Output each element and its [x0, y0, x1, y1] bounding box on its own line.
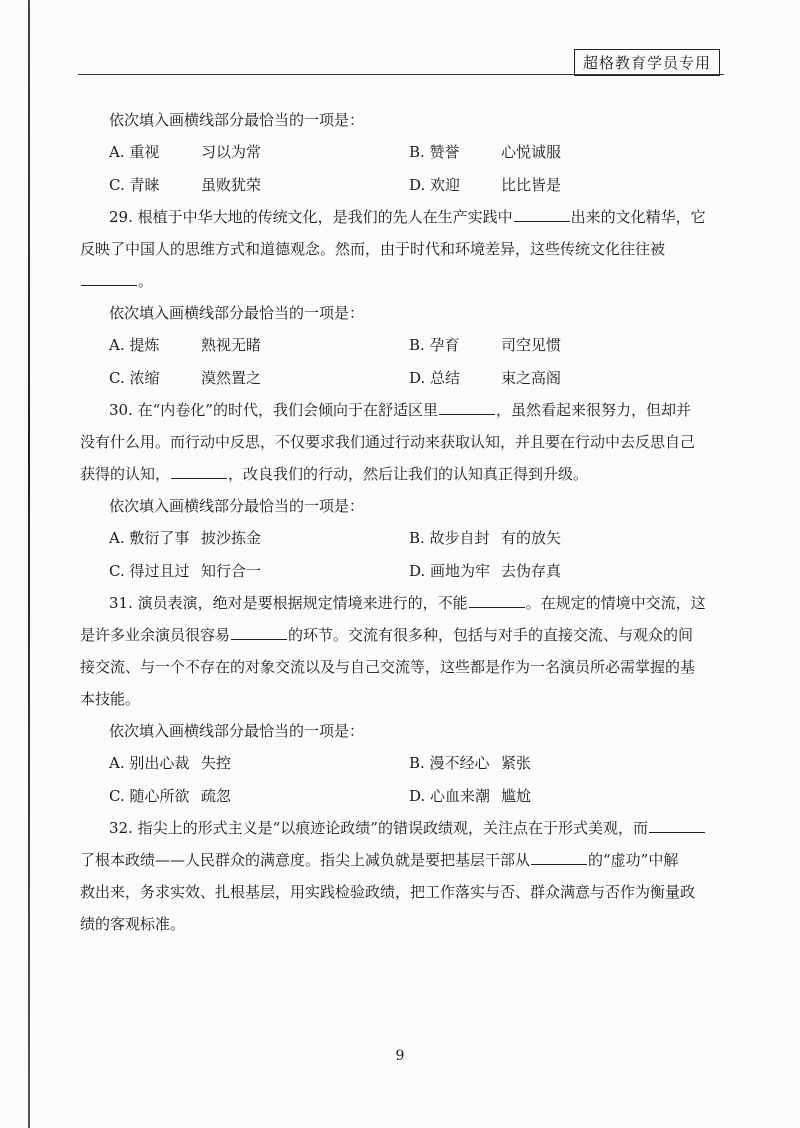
- option-word: 有的放矢: [501, 529, 562, 547]
- option-word: 失控: [201, 754, 232, 772]
- option-d: [409, 561, 729, 581]
- option-letter: C. 青睐: [109, 176, 160, 194]
- option-a: [109, 335, 409, 355]
- question-31-line-3: 接交流、与一个不存在的对象交流以及与自己交流等，这些都是作为一名演员所必需掌握的基: [80, 658, 696, 676]
- answer-blank: [439, 400, 495, 415]
- question-30-line-1: 30. 在“内卷化”的时代，我们会倾向于在舒适区里 ，虽然看起来很努力，但却并: [109, 401, 691, 419]
- option-word: 去伪存真: [501, 562, 562, 580]
- option-word: 披沙拣金: [201, 529, 262, 547]
- option-letter: B. 故步自封: [409, 529, 490, 547]
- option-letter: D. 总结: [409, 369, 461, 387]
- question-29-line-2: 反映了中国人的思维方式和道德观念。然而，由于时代和环境差异，这些传统文化往往被: [80, 240, 666, 258]
- answer-blank: [531, 850, 587, 865]
- option-letter: C. 浓缩: [109, 369, 160, 387]
- binding-edge-line: [28, 0, 30, 1128]
- option-grid: [80, 335, 720, 388]
- option-word: 心悦诚服: [501, 143, 562, 161]
- question-30-line-2: 没有什么用。而行动中反思，不仅要求我们通过行动来获取认知，并且要在行动中去反思自己: [80, 433, 696, 451]
- question-29-line-3: 。: [80, 271, 720, 291]
- option-letter: C. 随心所欲: [109, 787, 190, 805]
- answer-blank: [81, 271, 137, 286]
- question-32-line-1: 32. 指尖上的形式主义是“以痕迹论政绩”的错误政绩观，关注点在于形式美观，而: [80, 818, 720, 838]
- option-word: 虽败犹荣: [201, 176, 262, 194]
- option-c: [109, 561, 409, 581]
- option-letter: D. 画地为牢: [409, 562, 491, 580]
- option-grid: [80, 142, 720, 195]
- page-number: 9: [395, 1048, 405, 1064]
- option-d: [409, 368, 729, 388]
- option-letter: D. 心血来潮: [409, 787, 491, 805]
- answer-blank: [171, 464, 227, 479]
- option-b: [409, 528, 729, 548]
- option-letter: A. 敷衍了事: [109, 529, 190, 547]
- question-32-line-3: 救出来，务求实效、扎根基层，用实践检验政绩，把工作落实与否、群众满意与否作为衡量政: [80, 883, 696, 901]
- option-word: 知行合一: [201, 562, 262, 580]
- option-a: [109, 528, 409, 548]
- question-prompt: 依次填入画横线部分最恰当的一项是：: [109, 497, 365, 515]
- question-31-line-2: 是许多业余演员很容易 的环节。交流有很多种，包括与对手的直接交流、与观众的间: [80, 626, 694, 644]
- option-word: 习以为常: [201, 143, 262, 161]
- question-prompt: 依次填入画横线部分最恰当的一项是：: [109, 111, 365, 129]
- option-letter: A. 重视: [109, 143, 160, 161]
- option-word: 疏忽: [201, 787, 232, 805]
- question-32-line-2: 了根本政绩——人民群众的满意度。指尖上减负就是要把基层干部从 的“虚功”中解: [80, 851, 679, 869]
- option-letter: B. 赞誉: [409, 143, 460, 161]
- option-word: 漠然置之: [201, 369, 262, 387]
- answer-blank: [649, 818, 705, 833]
- question-31-line-4: 本技能。: [80, 690, 141, 708]
- option-letter: B. 孕育: [409, 336, 460, 354]
- header-rule: [78, 74, 724, 75]
- question-32-line-4: 绩的客观标准。: [80, 915, 186, 933]
- question-29-line-1: 29. 根植于中华大地的传统文化，是我们的先人在生产实践中 出来的文化精华，它: [109, 208, 706, 226]
- question-30-line-3: 获得的认知， ，改良我们的行动，然后让我们的认知真正得到升级。: [80, 465, 589, 483]
- question-prompt: 依次填入画横线部分最恰当的一项是：: [109, 722, 365, 740]
- option-letter: B. 漫不经心: [409, 754, 490, 772]
- answer-blank: [469, 593, 525, 608]
- option-word: 紧张: [501, 754, 532, 772]
- option-c: [109, 786, 409, 806]
- option-word: 司空见惯: [501, 336, 562, 354]
- option-c: [109, 175, 409, 195]
- option-letter: C. 得过且过: [109, 562, 190, 580]
- option-letter: A. 别出心裁: [109, 754, 190, 772]
- option-letter: D. 欢迎: [409, 176, 461, 194]
- question-31-line-1: 31. 演员表演，绝对是要根据规定情境来进行的，不能 。在规定的情境中交流，这: [109, 594, 706, 612]
- option-letter: A. 提炼: [109, 336, 160, 354]
- answer-blank: [514, 207, 570, 222]
- option-b: [409, 335, 729, 355]
- option-grid: [80, 753, 720, 806]
- option-c: [109, 368, 409, 388]
- page-content: [80, 110, 720, 946]
- option-d: [409, 175, 729, 195]
- option-b: [409, 753, 729, 773]
- option-d: [409, 786, 729, 806]
- option-word: 比比皆是: [501, 176, 562, 194]
- option-grid: [80, 528, 720, 581]
- option-word: 熟视无睹: [201, 336, 262, 354]
- header-label: 超格教育学员专用: [574, 49, 720, 76]
- option-b: [409, 142, 729, 162]
- option-word: 束之高阁: [501, 369, 562, 387]
- option-a: [109, 142, 409, 162]
- option-a: [109, 753, 409, 773]
- option-word: 尴尬: [501, 787, 532, 805]
- question-prompt: 依次填入画横线部分最恰当的一项是：: [109, 304, 365, 322]
- answer-blank: [231, 625, 287, 640]
